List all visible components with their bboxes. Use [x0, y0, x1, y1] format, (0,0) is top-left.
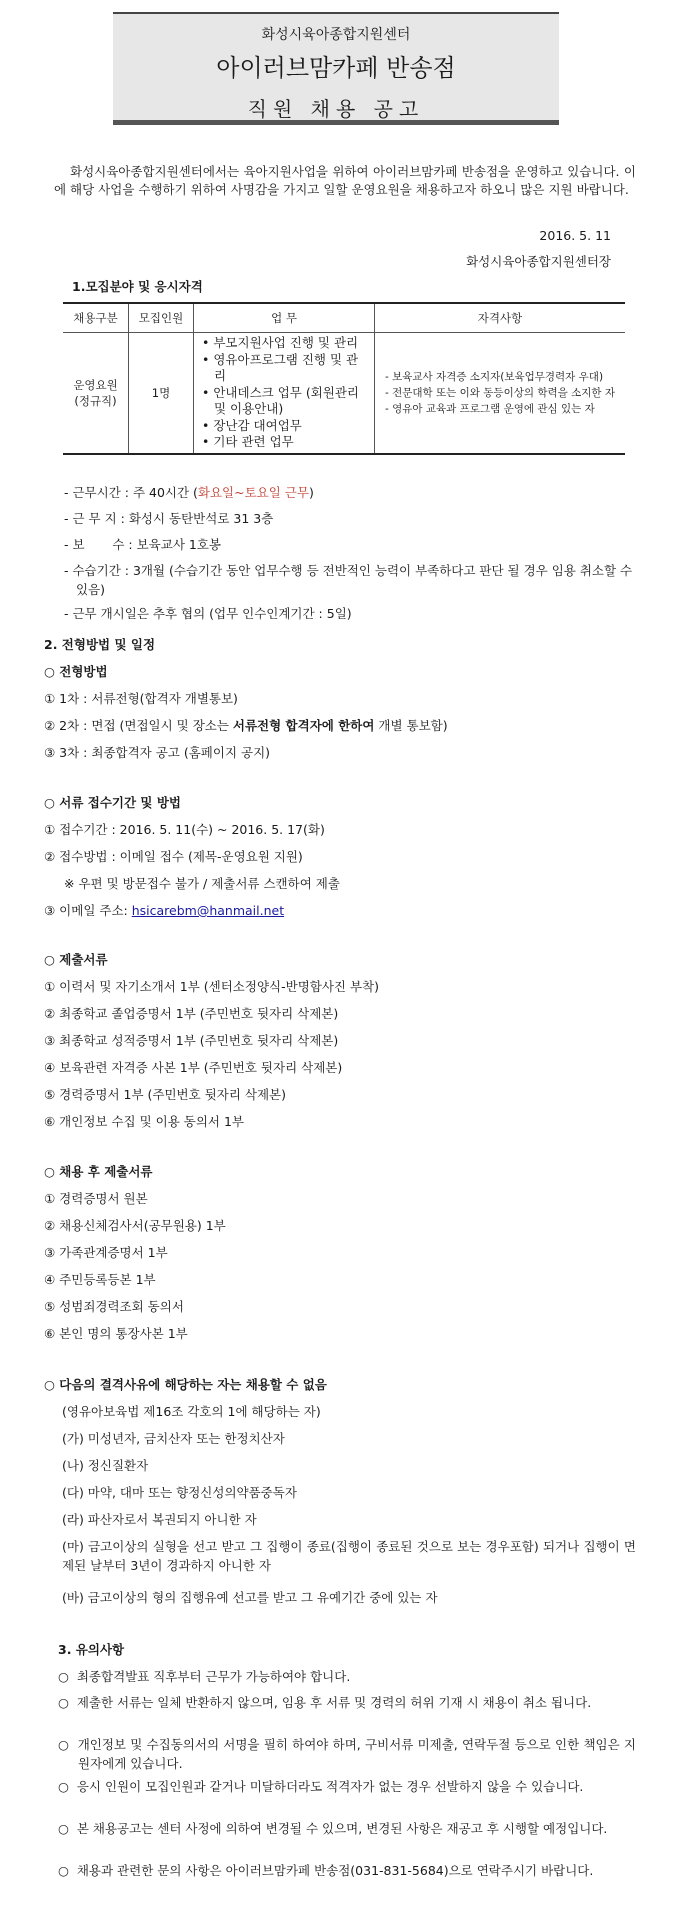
intro-paragraph: 화성시육아종합지원센터에서는 육아지원사업을 위하여 아이러브맘카페 반송점을 운영하고 있습니다. 이에 해당 사업을 수행하기 위하여 사명감을 가지고 일할 운영요원을 채용하고자 하오니 많은 지원 바랍니다. [54, 164, 636, 197]
disqualification-item: (라) 파산자로서 복권되지 아니한 자 [62, 1512, 257, 1527]
circle-bullet-icon: ○ [58, 1779, 77, 1794]
category-line1: 운영요원 [73, 377, 118, 392]
notice-text: 제출한 서류는 일체 반환하지 않으며, 임용 후 서류 및 경력의 허위 기재 시 채용이 취소 됩니다. [76, 1695, 592, 1710]
post-hire-item: ⑥ 본인 명의 통장사본 1부 [44, 1326, 188, 1341]
header-org: 화성시육아종합지원센터 [261, 27, 411, 43]
notice-item [58, 1819, 636, 1838]
duty-item: • 부모지원사업 진행 및 관리 [202, 335, 359, 350]
disqualification-item: (바) 금고이상의 형의 집행유예 선고를 받고 그 유예기간 중에 있는 자 [62, 1590, 438, 1605]
header-post-title: 직원 채용 공고 [247, 97, 425, 121]
application-period: ① 접수기간 : 2016. 5. 11(수) ~ 2016. 5. 17(화) [44, 822, 325, 837]
duties-list [202, 335, 370, 451]
notice-text: 최종합격발표 직후부터 근무가 가능하여야 합니다. [76, 1669, 351, 1684]
post-hire-item: ② 채용신체검사서(공무원용) 1부 [44, 1218, 226, 1233]
table-header-category: 채용구분 [63, 303, 129, 333]
circle-bullet-icon: ○ [58, 1821, 77, 1836]
duty-item: • 안내데스크 업무 (회원관리 및 이용안내) [202, 384, 360, 416]
table-cell-qualifications [375, 333, 626, 454]
duty-text: 부모지원사업 진행 및 관리 [213, 335, 359, 350]
notice-text: 본 채용공고는 센터 사정에 의하여 변경될 수 있으며, 변경된 사항은 재공고 후 시행할 예정입니다. [76, 1821, 608, 1836]
disqualification-item: (마) 금고이상의 실형을 선고 받고 그 집행이 종료(집행이 종료된 것으로 보는 경우포함) 되거나 집행이 면제된 날부터 3년이 경과하지 아니한 자 [62, 1539, 636, 1573]
hours-suffix: ) [308, 485, 314, 500]
duty-item: • 장난감 대여업무 [202, 417, 302, 433]
post-hire-item: ④ 주민등록등본 1부 [44, 1272, 156, 1287]
notice-item [58, 1669, 350, 1685]
disqualification-item: (나) 정신질환자 [62, 1458, 149, 1473]
disqualification-item: (다) 마약, 대마 또는 향정신성의약품중독자 [62, 1485, 297, 1500]
table-header-headcount: 모집인원 [129, 303, 194, 333]
method-step2 [44, 718, 448, 734]
section3-title: 3. 유의사항 [58, 1642, 125, 1657]
table-cell-duties [194, 333, 375, 454]
qualification-item: - 영유아 교육과 프로그램 운영에 관심 있는 자 [385, 402, 595, 415]
post-hire-item: ③ 가족관계증명서 1부 [44, 1245, 168, 1260]
table-row [63, 333, 625, 454]
documents-title: ○ 제출서류 [44, 952, 108, 967]
disqualification-basis: (영유아보육법 제16조 각호의 1에 해당하는 자) [62, 1404, 321, 1419]
condition-location: - 근 무 지 : 화성시 동탄반석로 31 3층 [64, 511, 274, 526]
application-method: ② 접수방법 : 이메일 접수 (제목-운영요원 지원) [44, 849, 303, 864]
category-line2: (정규직) [74, 393, 117, 408]
hours-days: 화요일~토요일 근무 [197, 485, 309, 500]
step2-suffix: 개별 통보함) [374, 718, 448, 733]
condition-salary: - 보 수 : 보육교사 1호봉 [64, 537, 221, 552]
application-email-line [44, 903, 284, 919]
email-label: ③ 이메일 주소: [44, 903, 132, 918]
method-step1: ① 1차 : 서류전형(합격자 개별통보) [44, 691, 238, 706]
document-item: ① 이력서 및 자기소개서 1부 (센터소정양식-반명함사진 부착) [44, 979, 379, 994]
table-header-row [63, 303, 625, 333]
notice-item [58, 1735, 636, 1773]
duty-item: • 영유아프로그램 진행 및 관리 [202, 351, 359, 383]
recruitment-table [63, 302, 625, 455]
issuer: 화성시육아종합지원센터장 [466, 254, 611, 269]
duty-text: 영유아프로그램 진행 및 관리 [213, 351, 359, 383]
condition-start: - 근무 개시일은 추후 협의 (업무 인수인계기간 : 5일) [64, 606, 352, 621]
disqualification-item: (가) 미성년자, 금치산자 또는 한정치산자 [62, 1431, 285, 1446]
duty-text: 안내데스크 업무 (회원관리 및 이용안내) [213, 384, 360, 416]
post-hire-title: ○ 채용 후 제출서류 [44, 1164, 153, 1179]
document-item: ④ 보육관련 자격증 사본 1부 (주민번호 뒷자리 삭제본) [44, 1060, 343, 1075]
method-step3: ③ 3차 : 최종합격자 공고 (홈페이지 공지) [44, 745, 271, 760]
condition-hours [64, 485, 314, 501]
document-item: ③ 최종학교 성적증명서 1부 (주민번호 뒷자리 삭제본) [44, 1033, 339, 1048]
duty-item: • 기타 관련 업무 [202, 434, 294, 449]
section1-title: 1.모집분야 및 응시자격 [72, 279, 203, 294]
notice-text: 응시 인원이 모집인원과 같거나 미달하더라도 적격자가 없는 경우 선발하지 않을 수 있습니다. [76, 1779, 584, 1794]
table-cell-category [63, 333, 129, 454]
step2-prefix: ② 2차 : 면접 (면접일시 및 장소는 [44, 718, 233, 733]
qualification-item: - 보육교사 자격증 소지자(보육업무경력자 우대) [385, 370, 604, 383]
section2-title: 2. 전형방법 및 일정 [44, 637, 156, 652]
email-link[interactable]: hsicarebm@hanmail.net [131, 903, 285, 918]
notice-item [58, 1693, 636, 1712]
circle-bullet-icon: ○ [58, 1695, 77, 1710]
circle-bullet-icon: ○ [58, 1669, 77, 1684]
post-hire-item: ① 경력증명서 원본 [44, 1191, 148, 1206]
table-cell-headcount: 1명 [129, 333, 194, 454]
table-header-duties: 업 무 [194, 303, 375, 333]
document-item: ⑤ 경력증명서 1부 (주민번호 뒷자리 삭제본) [44, 1087, 286, 1102]
qualification-item: - 전문대학 또는 이와 동등이상의 학력을 소지한 자 [385, 386, 616, 399]
header-cafe-name: 아이러브맘카페 반송점 [216, 54, 456, 82]
duty-text: 장난감 대여업무 [213, 417, 302, 433]
application-note: ※ 우편 및 방문접수 불가 / 제출서류 스캔하여 제출 [64, 876, 340, 891]
disqualification-title: ○ 다음의 결격사유에 해당하는 자는 채용할 수 없음 [44, 1377, 327, 1392]
header-box [113, 12, 559, 125]
hours-prefix: - 근무시간 : 주 40시간 ( [64, 485, 198, 500]
duty-text: 기타 관련 업무 [213, 434, 294, 449]
qualifications-list [385, 369, 619, 417]
table-header-qualifications: 자격사항 [375, 303, 626, 333]
document-item: ② 최종학교 졸업증명서 1부 (주민번호 뒷자리 삭제본) [44, 1006, 339, 1021]
circle-bullet-icon: ○ [58, 1737, 78, 1752]
method-title: ○ 전형방법 [44, 664, 108, 679]
document-item: ⑥ 개인정보 수집 및 이용 동의서 1부 [44, 1114, 244, 1129]
step2-bold: 서류전형 합격자에 한하여 [232, 718, 375, 733]
notice-text: 개인정보 및 수집동의서의 서명을 필히 하여야 하며, 구비서류 미제출, 연락두절 등으로 인한 책임은 지원자에게 있습니다. [77, 1737, 636, 1771]
notice-date: 2016. 5. 11 [539, 228, 611, 243]
application-title: ○ 서류 접수기간 및 방법 [44, 795, 181, 810]
condition-probation: - 수습기간 : 3개월 (수습기간 동안 업무수행 등 전반적인 능력이 부족하다고 판단 될 경우 임용 취소할 수 있음) [64, 563, 633, 597]
post-hire-item: ⑤ 성범죄경력조회 동의서 [44, 1299, 184, 1314]
notice-text: 채용과 관련한 문의 사항은 아이러브맘카페 반송점(031-831-5684)으로 연락주시기 바랍니다. [76, 1863, 594, 1878]
circle-bullet-icon: ○ [58, 1863, 77, 1878]
notice-item [58, 1861, 636, 1880]
notice-item [58, 1777, 636, 1796]
